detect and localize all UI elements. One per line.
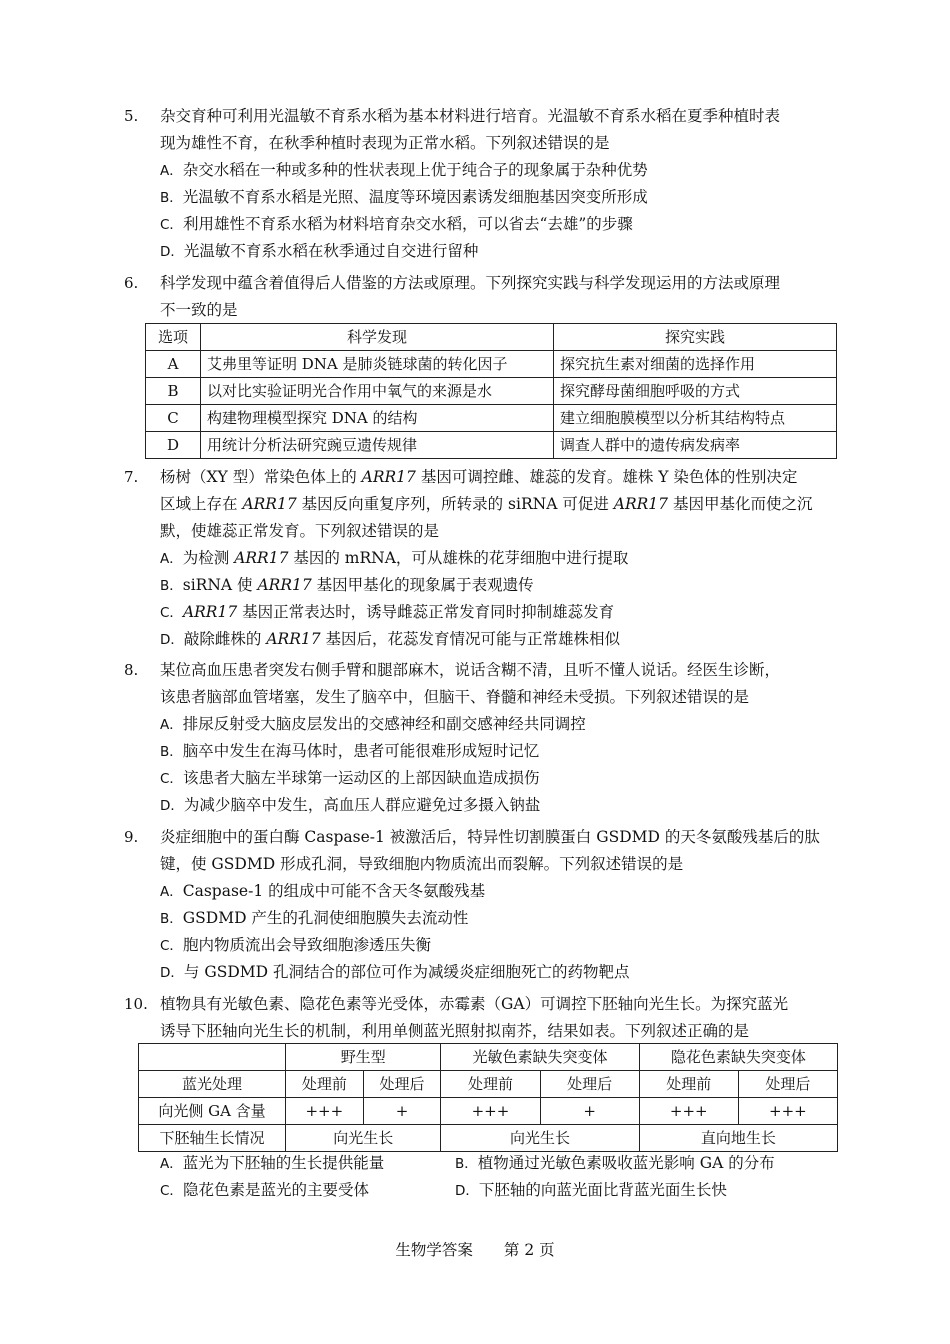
table-cell: 探究抗生素对细菌的选择作用 [554, 351, 837, 378]
table-header-row [139, 1044, 838, 1071]
table-cell: 直向地生长 [639, 1125, 837, 1152]
question-stem: 植物具有光敏色素、隐花色素等光受体，赤霉素（GA）可调控下胚轴向光生长。为探究蓝光 [160, 995, 789, 1013]
table-cell: 以对比实验证明光合作用中氧气的来源是水 [201, 378, 554, 405]
question-stem: 杂交育种可利用光温敏不育系水稻为基本材料进行培育。光温敏不育系水稻在夏季种植时表 [160, 107, 781, 125]
table-header: 隐花色素缺失突变体 [639, 1044, 837, 1071]
table-cell: 艾弗里等证明 DNA 是肺炎链球菌的转化因子 [201, 351, 554, 378]
question-stem: 该患者脑部血管堵塞，发生了脑卒中，但脑干、脊髓和神经未受损。下列叙述错误的是 [160, 688, 750, 706]
table-cell: 建立细胞膜模型以分析其结构特点 [554, 405, 837, 432]
table-cell: B [146, 378, 201, 405]
option-a: A．Caspase-1 的组成中可能不含天冬氨酸残基 [160, 882, 486, 900]
table-cell: + [540, 1098, 639, 1125]
question-number: 5. [124, 107, 139, 125]
table-cell: 调查人群中的遗传病发病率 [554, 432, 837, 459]
question-number: 10. [124, 995, 148, 1013]
table-cell: 处理后 [363, 1071, 441, 1098]
table-cell: C [146, 405, 201, 432]
option-b: B．GSDMD 产生的孔洞使细胞膜失去流动性 [160, 909, 469, 927]
option-a: A．排尿反射受大脑皮层发出的交感神经和副交感神经共同调控 [160, 715, 586, 733]
question-stem: 默，使雄蕊正常发育。下列叙述错误的是 [160, 522, 440, 540]
table-row [146, 351, 837, 378]
table-cell: 处理前 [441, 1071, 540, 1098]
option-c: C．胞内物质流出会导致细胞渗透压失衡 [160, 936, 431, 954]
table-row [139, 1071, 838, 1098]
table-cell: 用统计分析法研究豌豆遗传规律 [201, 432, 554, 459]
table-row [146, 378, 837, 405]
option-b: B．siRNA 使 ARR17 基因甲基化的现象属于表观遗传 [160, 576, 534, 594]
option-c: C．该患者大脑左半球第一运动区的上部因缺血造成损伤 [160, 769, 540, 787]
option-a: A．蓝光为下胚轴的生长提供能量 [160, 1154, 385, 1172]
table-header-row [146, 324, 837, 351]
comparison-table [145, 323, 837, 459]
question-number: 7. [124, 468, 139, 486]
table-cell: 处理前 [286, 1071, 364, 1098]
option-d: D．与 GSDMD 孔洞结合的部位可作为减缓炎症细胞死亡的药物靶点 [160, 963, 630, 981]
option-b: B．脑卒中发生在海马体时，患者可能很难形成短时记忆 [160, 742, 540, 760]
question-stem: 现为雄性不育，在秋季种植时表现为正常水稻。下列叙述错误的是 [160, 134, 610, 152]
table-header: 野生型 [286, 1044, 441, 1071]
table-cell: +++ [441, 1098, 540, 1125]
table-cell: 探究酵母菌细胞呼吸的方式 [554, 378, 837, 405]
page-footer: 生物学答案 第 2 页 [395, 1241, 555, 1259]
table-cell: 构建物理模型探究 DNA 的结构 [201, 405, 554, 432]
table-cell: D [146, 432, 201, 459]
question-stem: 不一致的是 [160, 301, 238, 319]
option-b: B．光温敏不育系水稻是光照、温度等环境因素诱发细胞基因突变所形成 [160, 188, 648, 206]
option-d: D．光温敏不育系水稻在秋季通过自交进行留种 [160, 242, 479, 260]
question-stem: 诱导下胚轴向光生长的机制，利用单侧蓝光照射拟南芥，结果如表。下列叙述正确的是 [160, 1022, 750, 1040]
table-cell: +++ [639, 1098, 738, 1125]
table-cell: A [146, 351, 201, 378]
question-number: 6. [124, 274, 139, 292]
experiment-table [138, 1043, 838, 1152]
row-label: 向光侧 GA 含量 [139, 1098, 286, 1125]
table-row [139, 1098, 838, 1125]
question-stem: 炎症细胞中的蛋白酶 Caspase-1 被激活后，特异性切割膜蛋白 GSDMD 的天冬氨酸残基后的肽 [160, 828, 820, 846]
option-c: C．利用雄性不育系水稻为材料培育杂交水稻，可以省去“去雄”的步骤 [160, 215, 633, 233]
table-header: 选项 [146, 324, 201, 351]
question-stem: 科学发现中蕴含着值得后人借鉴的方法或原理。下列探究实践与科学发现运用的方法或原理 [160, 274, 781, 292]
table-cell: 向光生长 [441, 1125, 639, 1152]
table-cell: +++ [286, 1098, 364, 1125]
question-stem: 杨树（XY 型）常染色体上的 ARR17 基因可调控雌、雄蕊的发育。雄株 Y 染色体的性别决定 [160, 468, 798, 486]
table-cell: 处理后 [540, 1071, 639, 1098]
option-c: C．隐花色素是蓝光的主要受体 [160, 1181, 369, 1199]
table-row [146, 432, 837, 459]
table-cell: 处理前 [639, 1071, 738, 1098]
option-c: C．ARR17 基因正常表达时，诱导雌蕊正常发育同时抑制雄蕊发育 [160, 603, 615, 621]
question-stem: 某位高血压患者突发右侧手臂和腿部麻木，说话含糊不清，且听不懂人说话。经医生诊断， [160, 661, 781, 679]
question-number: 9. [124, 828, 139, 846]
table-cell: 处理后 [738, 1071, 837, 1098]
option-d: D．敲除雌株的 ARR17 基因后，花蕊发育情况可能与正常雄株相似 [160, 630, 621, 648]
table-cell: 向光生长 [286, 1125, 441, 1152]
question-stem: 键，使 GSDMD 形成孔洞，导致细胞内物质流出而裂解。下列叙述错误的是 [160, 855, 684, 873]
table-cell: +++ [738, 1098, 837, 1125]
table-header: 探究实践 [554, 324, 837, 351]
table-corner-cell [139, 1044, 286, 1071]
question-stem: 区域上存在 ARR17 基因反向重复序列，所转录的 siRNA 可促进 ARR17 基因甲基化而使之沉 [160, 495, 813, 513]
option-a: A．为检测 ARR17 基因的 mRNA，可从雄株的花芽细胞中进行提取 [160, 549, 629, 567]
table-header: 光敏色素缺失突变体 [441, 1044, 639, 1071]
row-label: 蓝光处理 [139, 1071, 286, 1098]
table-row [146, 405, 837, 432]
table-cell: + [363, 1098, 441, 1125]
option-b: B．植物通过光敏色素吸收蓝光影响 GA 的分布 [455, 1154, 775, 1172]
row-label: 下胚轴生长情况 [139, 1125, 286, 1152]
question-number: 8. [124, 661, 139, 679]
option-a: A．杂交水稻在一种或多种的性状表现上优于纯合子的现象属于杂种优势 [160, 161, 648, 179]
option-d: D．为减少脑卒中发生，高血压人群应避免过多摄入钠盐 [160, 796, 541, 814]
table-header: 科学发现 [201, 324, 554, 351]
table-row [139, 1125, 838, 1152]
option-d: D．下胚轴的向蓝光面比背蓝光面生长快 [455, 1181, 727, 1199]
